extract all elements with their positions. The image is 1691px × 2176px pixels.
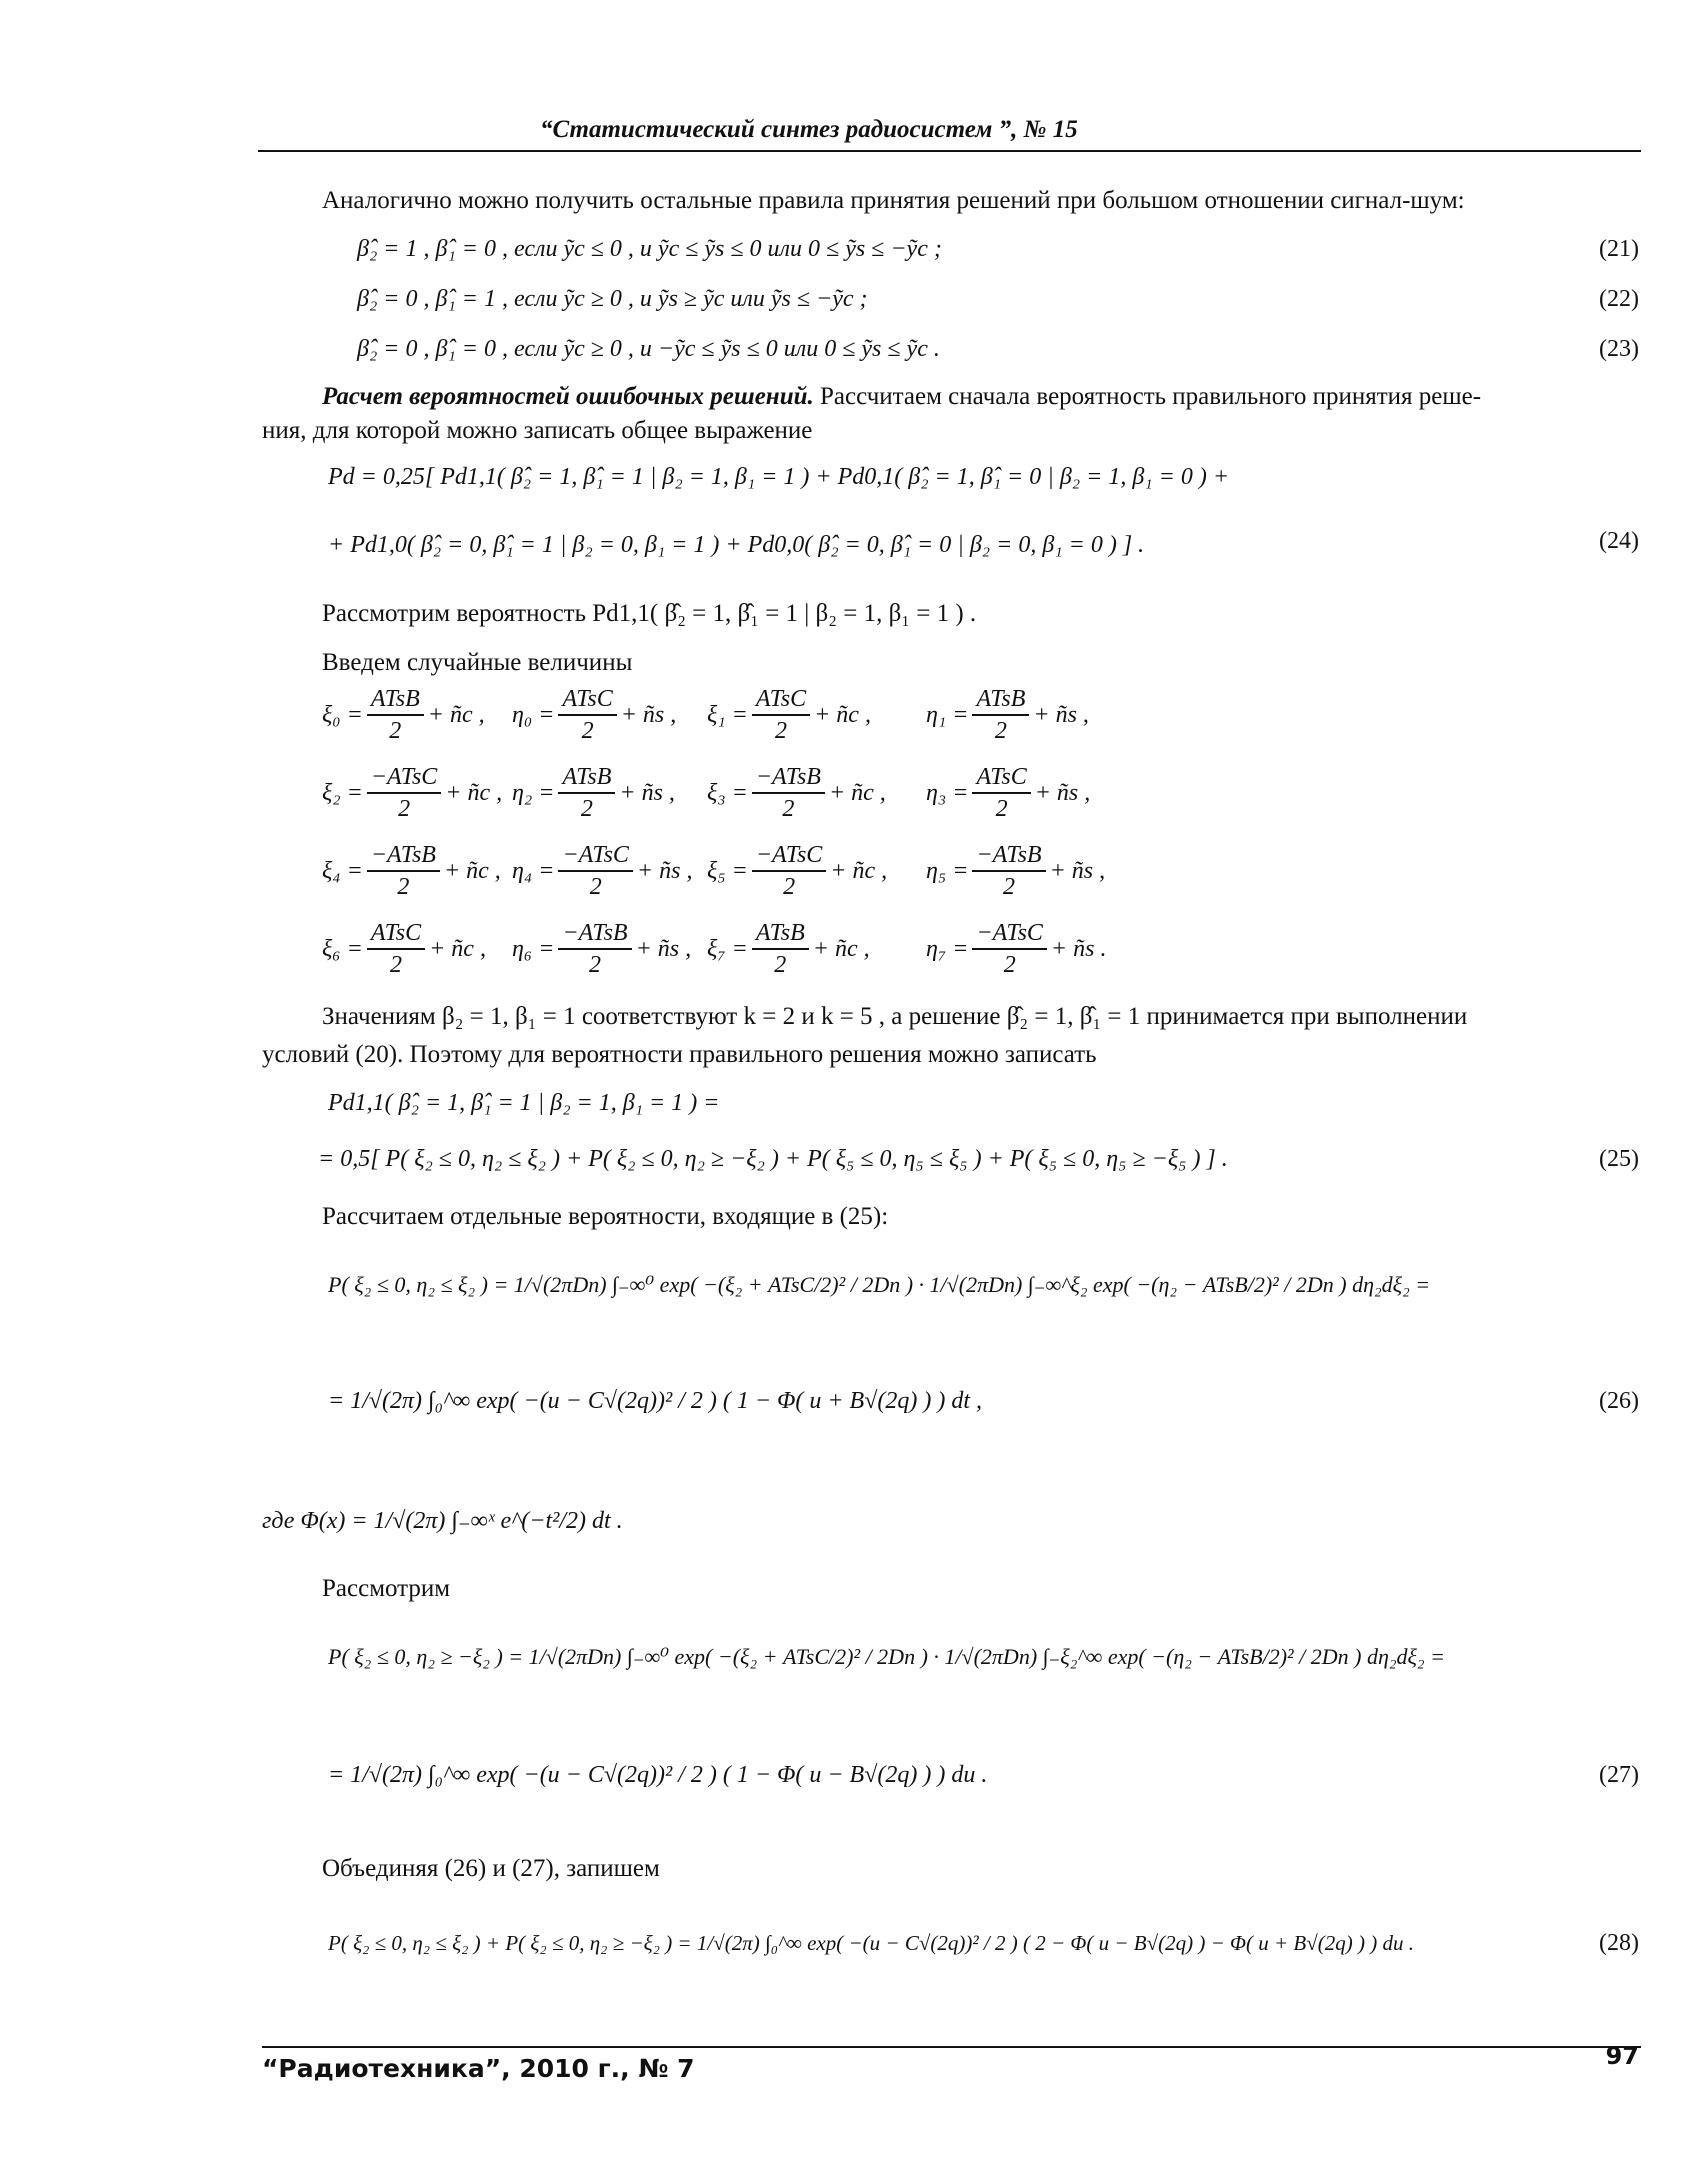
fraction-numerator: ATsC — [972, 762, 1030, 794]
fraction — [367, 684, 424, 746]
variable-lhs: ξ₅ = — [707, 858, 748, 884]
fraction-denominator: 2 — [389, 718, 402, 744]
variable-tail: + ñc , — [814, 702, 871, 728]
random-variable-2-3 — [926, 840, 1105, 902]
random-variable-2-0 — [322, 840, 501, 902]
variable-lhs: ξ₂ = — [322, 780, 363, 806]
fraction-denominator: 2 — [398, 796, 411, 822]
paragraph-combine: Объединяя (26) и (27), запишем — [322, 1855, 660, 1882]
equation-22-number: (22) — [1599, 286, 1639, 312]
fraction — [558, 684, 616, 746]
fraction-denominator: 2 — [1003, 874, 1015, 900]
paragraph-error-text-2: ния, для которой можно записать общее выражение — [262, 417, 813, 444]
fraction-numerator: ATsC — [558, 684, 616, 716]
equation-26-number: (26) — [1599, 1388, 1639, 1414]
variable-lhs: η₇ = — [926, 936, 969, 962]
fraction-numerator: −ATsC — [752, 840, 826, 872]
random-variable-3-3 — [926, 918, 1106, 980]
variable-lhs: ξ₃ = — [707, 780, 748, 806]
paragraph-intro: Аналогично можно получить остальные правила принятия решений при большом отношении сигнал-шум: — [322, 187, 1465, 214]
fraction-denominator: 2 — [397, 874, 410, 900]
equation-27-line2: = 1/√(2π) ∫₀^∞ exp( −(u − C√(2q))² / 2 ) ( 1 − Φ( u − B√(2q) ) ) du . — [328, 1762, 988, 1788]
random-variable-3-2 — [707, 918, 870, 980]
fraction-numerator: ATsB — [752, 918, 809, 950]
variable-lhs: η₃ = — [926, 780, 969, 806]
fraction — [972, 840, 1045, 902]
fraction-denominator: 2 — [774, 952, 787, 978]
fraction — [558, 840, 632, 902]
variable-tail: + ñc , — [812, 936, 870, 962]
fraction — [752, 840, 826, 902]
variable-tail: + ñc , — [443, 858, 501, 884]
fraction-denominator: 2 — [1003, 952, 1016, 978]
fraction-denominator: 2 — [581, 718, 594, 744]
random-variable-2-1 — [512, 840, 692, 902]
variable-lhs: ξ₇ = — [707, 936, 748, 962]
equation-23-number: (23) — [1599, 336, 1639, 362]
variable-lhs: ξ₆ = — [322, 936, 363, 962]
variable-lhs: η₅ = — [926, 858, 969, 884]
equation-26-line1: P( ξ₂ ≤ 0, η₂ ≤ ξ₂ ) = 1/√(2πDn) ∫₋∞⁰ exp( −(ξ₂ + ATsC/2)² / 2Dn ) · 1/√(2πDn) ∫₋∞^ξ₂ exp( −(η₂ − ATsB/2)² / 2Dn ) dη₂dξ₂ = — [328, 1272, 1431, 1297]
section-title: Расчет вероятностей ошибочных решений. — [322, 383, 814, 410]
paragraph-values: Значениям β₂ = 1, β₁ = 1 соответствуют k = 2 и k = 5 , а решение β̂₂ = 1, β̂₁ = 1 принимается при выполнении — [322, 1003, 1468, 1030]
variable-tail: + ñs , — [636, 858, 693, 884]
paragraph-consider: Рассмотрим вероятность Pd1,1( β̂₂ = 1, β̂₁ = 1 | β₂ = 1, β₁ = 1 ) . — [322, 600, 977, 627]
equation-25-number: (25) — [1599, 1146, 1639, 1172]
equation-25-line2: = 0,5[ P( ξ₂ ≤ 0, η₂ ≤ ξ₂ ) + P( ξ₂ ≤ 0, η₂ ≥ −ξ₂ ) + P( ξ₅ ≤ 0, η₅ ≤ ξ₅ ) + P( ξ₅ ≤ 0, η₅ ≥ −ξ₅ ) ] . — [318, 1146, 1228, 1172]
fraction — [367, 840, 440, 902]
variable-lhs: η₄ = — [512, 858, 555, 884]
equation-24-number: (24) — [1599, 528, 1639, 554]
random-variable-0-2 — [707, 684, 871, 746]
fraction — [752, 918, 809, 980]
paragraph-introduce: Введем случайные величины — [322, 649, 633, 676]
fraction-numerator: −ATsB — [367, 840, 440, 872]
fraction — [752, 684, 810, 746]
paragraph-where: где Φ(x) = 1/√(2π) ∫₋∞ˣ e^(−t²/2) dt . — [262, 1508, 623, 1534]
paragraph-error-calc — [322, 380, 1642, 414]
random-variable-3-1 — [512, 918, 691, 980]
variable-tail: + ñc , — [429, 936, 486, 962]
equation-27-number: (27) — [1599, 1762, 1639, 1788]
fraction — [752, 762, 825, 824]
equation-25-line1: Pd1,1( β̂₂ = 1, β̂₁ = 1 | β₂ = 1, β₁ = 1 ) = — [328, 1090, 720, 1116]
random-variable-1-1 — [512, 762, 675, 824]
fraction-numerator: ATsC — [752, 684, 810, 716]
variable-tail: + ñs . — [1050, 936, 1107, 962]
fraction — [558, 918, 631, 980]
fraction-numerator: −ATsC — [972, 918, 1046, 950]
fraction — [367, 762, 441, 824]
fraction-numerator: −ATsB — [972, 840, 1045, 872]
fraction-denominator: 2 — [994, 718, 1007, 744]
variable-tail: + ñs , — [635, 936, 692, 962]
variable-tail: + ñs , — [1049, 858, 1106, 884]
fraction-numerator: ATsC — [367, 918, 425, 950]
random-variable-0-3 — [926, 684, 1089, 746]
fraction-numerator: ATsB — [367, 684, 424, 716]
variable-tail: + ñc , — [830, 858, 888, 884]
fraction-denominator: 2 — [782, 796, 795, 822]
fraction-denominator: 2 — [589, 874, 602, 900]
fraction-numerator: −ATsB — [752, 762, 825, 794]
fraction-denominator: 2 — [783, 874, 796, 900]
random-variable-0-0 — [322, 684, 485, 746]
random-variable-1-2 — [707, 762, 886, 824]
variable-lhs: ξ₁ = — [707, 702, 748, 728]
page-number: 97 — [1605, 2042, 1639, 2070]
equation-23: β̂₂ = 0 , β̂₁ = 0 , если ỹc ≥ 0 , и −ỹc ≤ ỹs ≤ 0 или 0 ≤ ỹs ≤ ỹc . — [357, 336, 940, 362]
footer-journal: “Радиотехника”, 2010 г., № 7 — [262, 2054, 695, 2083]
fraction — [972, 762, 1030, 824]
fraction-numerator: −ATsB — [558, 918, 631, 950]
fraction — [972, 684, 1029, 746]
random-variable-1-3 — [926, 762, 1090, 824]
equation-24-line1: Pd = 0,25[ Pd1,1( β̂₂ = 1, β̂₁ = 1 | β₂ = 1, β₁ = 1 ) + Pd0,1( β̂₂ = 1, β̂₁ = 0 | β₂ = 1, β₁ = 0 ) + — [328, 464, 1230, 490]
paragraph-values-2: условий (20). Поэтому для вероятности правильного решения можно записать — [262, 1041, 1097, 1068]
equation-24-line2: + Pd1,0( β̂₂ = 0, β̂₁ = 1 | β₂ = 0, β₁ = 1 ) + Pd0,0( β̂₂ = 0, β̂₁ = 0 | β₂ = 0, β₁ = 0 ) ] . — [328, 532, 1145, 558]
variable-tail: + ñc , — [427, 702, 485, 728]
variable-tail: + ñs , — [1034, 780, 1091, 806]
variable-lhs: η₂ = — [512, 780, 555, 806]
fraction-denominator: 2 — [774, 718, 787, 744]
equation-28-number: (28) — [1599, 1930, 1639, 1956]
variable-tail: + ñc , — [828, 780, 886, 806]
equation-21: β̂₂ = 1 , β̂₁ = 0 , если ỹc ≤ 0 , и ỹc ≤ ỹs ≤ 0 или 0 ≤ ỹs ≤ −ỹc ; — [357, 236, 942, 262]
paragraph-consider-2: Рассмотрим — [322, 1575, 451, 1602]
fraction-denominator: 2 — [995, 796, 1008, 822]
variable-lhs: η₀ = — [512, 702, 555, 728]
random-variable-0-1 — [512, 684, 676, 746]
variable-tail: + ñc , — [445, 780, 503, 806]
equation-26-line2: = 1/√(2π) ∫₀^∞ exp( −(u − C√(2q))² / 2 ) ( 1 − Φ( u + B√(2q) ) ) dt , — [328, 1388, 982, 1414]
random-variable-3-0 — [322, 918, 486, 980]
fraction — [972, 918, 1046, 980]
equation-27-line1: P( ξ₂ ≤ 0, η₂ ≥ −ξ₂ ) = 1/√(2πDn) ∫₋∞⁰ exp( −(ξ₂ + ATsC/2)² / 2Dn ) · 1/√(2πDn) ∫₋ξ₂^∞ exp( −(η₂ − ATsB/2)² / 2Dn ) dη₂dξ₂ = — [328, 1644, 1445, 1669]
fraction-denominator: 2 — [389, 952, 402, 978]
variable-lhs: ξ₀ = — [322, 702, 363, 728]
equation-28: P( ξ₂ ≤ 0, η₂ ≤ ξ₂ ) + P( ξ₂ ≤ 0, η₂ ≥ −ξ₂ ) = 1/√(2π) ∫₀^∞ exp( −(u − C√(2q))² / 2 ) ( 2 − Φ( u − B√(2q) ) − Φ( u + B√(2q) ) ) du . — [328, 1931, 1415, 1955]
variable-lhs: η₁ = — [926, 702, 969, 728]
fraction — [367, 918, 425, 980]
fraction-denominator: 2 — [580, 796, 593, 822]
fraction-denominator: 2 — [589, 952, 601, 978]
header-rule — [258, 150, 1641, 152]
variable-lhs: η₆ = — [512, 936, 555, 962]
variable-lhs: ξ₄ = — [322, 858, 363, 884]
equation-22: β̂₂ = 0 , β̂₁ = 1 , если ỹc ≥ 0 , и ỹs ≥ ỹc или ỹs ≤ −ỹc ; — [357, 286, 868, 312]
footer-rule — [262, 2046, 1641, 2048]
random-variable-1-0 — [322, 762, 502, 824]
fraction — [558, 762, 615, 824]
variable-tail: + ñs , — [1033, 702, 1089, 728]
paragraph-calc: Рассчитаем отдельные вероятности, входящие в (25): — [322, 1203, 889, 1230]
equation-21-number: (21) — [1599, 236, 1639, 262]
running-header: “Статистический синтез радиосистем ”, № 15 — [540, 116, 1078, 143]
variable-tail: + ñs , — [620, 702, 677, 728]
fraction-numerator: −ATsC — [367, 762, 441, 794]
random-variable-2-2 — [707, 840, 887, 902]
fraction-numerator: ATsB — [558, 762, 615, 794]
paragraph-error-text: Рассчитаем сначала вероятность правильного принятия реше- — [813, 383, 1482, 410]
fraction-numerator: −ATsC — [558, 840, 632, 872]
variable-tail: + ñs , — [619, 780, 675, 806]
fraction-numerator: ATsB — [972, 684, 1029, 716]
